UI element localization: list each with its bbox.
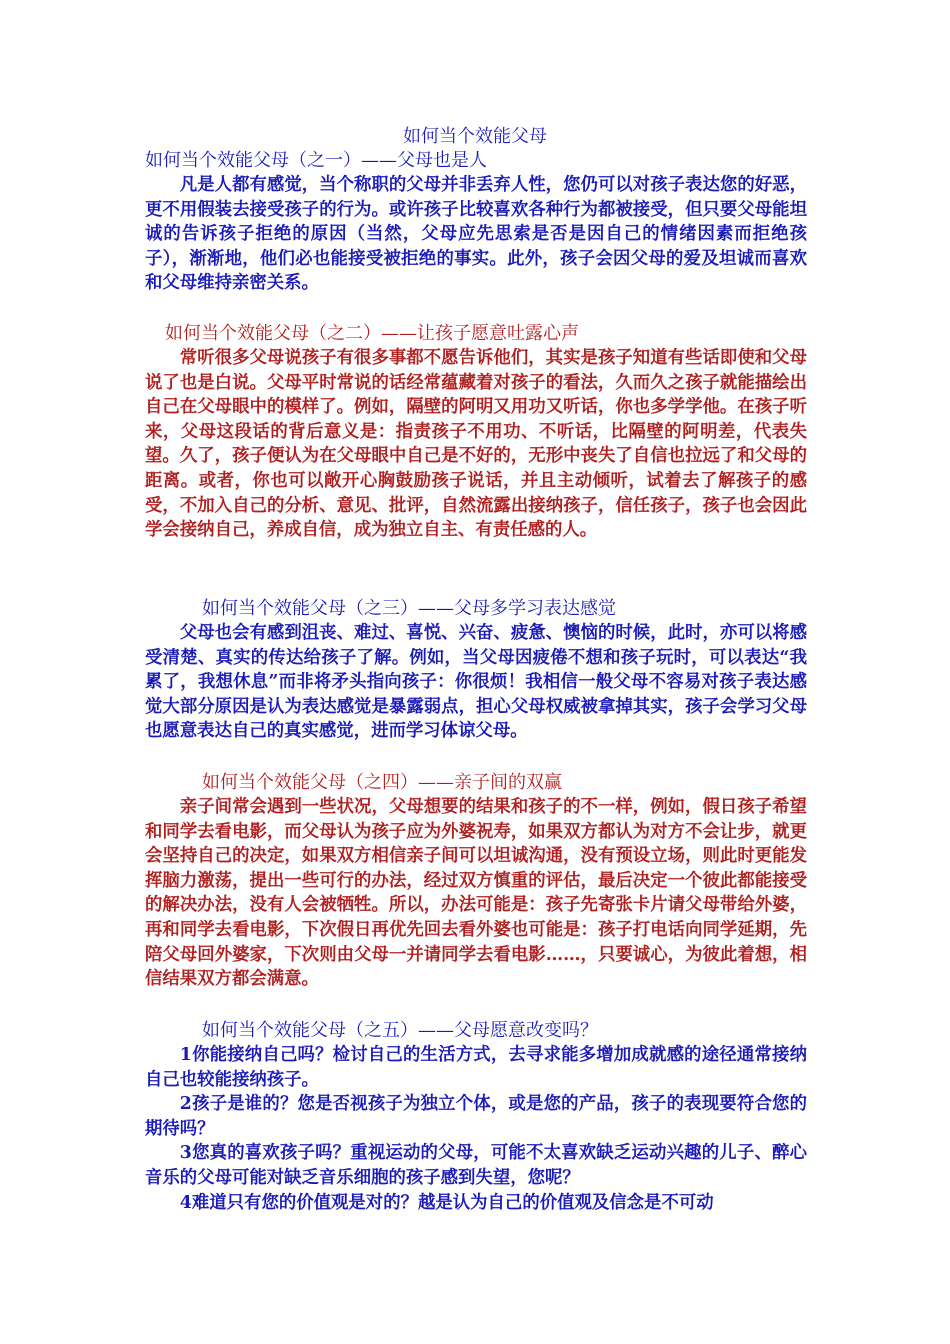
document-title: 如何当个效能父母 (403, 126, 547, 147)
section-2 (145, 321, 807, 543)
section-1-paragraph: 凡是人都有感觉，当个称职的父母并非丢弃人性，您仍可以对孩子表达您的好恶，更不用假装去接受孩子的行为。或许孩子比较喜欢各种行为都被接受，但只要父母能坦诚的告诉孩子拒绝的原因（当然，父母应先思索是否是因自己的情绪因素而拒绝孩子），渐渐地，他们必也能接受被拒绝的事实。此外，孩子会因父母的爱及坦诚而喜欢和父母维持亲密关系。 (145, 175, 807, 294)
section-5-item-2: 2孩子是谁的？您是否视孩子为独立个体，或是您的产品，孩子的表现要符合您的期待吗？ (145, 1094, 807, 1139)
section-5-item-1: 1你能接纳自己吗？检讨自己的生活方式，去寻求能多增加成就感的途径通常接纳自己也较能接纳孩子。 (145, 1045, 807, 1090)
section-5-item-3: 3您真的喜欢孩子吗？重视运动的父母，可能不太喜欢缺乏运动兴趣的儿子、醉心音乐的父母可能对缺乏音乐细胞的孩子感到失望，您呢？ (145, 1143, 807, 1188)
section-4-paragraph: 亲子间常会遇到一些状况，父母想要的结果和孩子的不一样，例如，假日孩子希望和同学去看电影，而父母认为孩子应为外婆祝寿，如果双方都认为对方不会让步，就更会坚持自己的决定，如果双方相信亲子间可以坦诚沟通，没有预设立场，则此时更能发挥脑力激荡，提出一些可行的办法，经过双方慎重的评估，最后决定一个彼此都能接受的解决办法，没有人会被牺牲。所以，办法可能是：孩子先寄张卡片请父母带给外婆，再和同学去看电影，下次假日再优先回去看外婆也可能是：孩子打电话向同学延期，先陪父母回外婆家，下次则由父母一并请同学去看电影……，只要诚心，为彼此着想，相信结果双方都会满意。 (145, 797, 807, 990)
section-2-paragraph: 常听很多父母说孩子有很多事都不愿告诉他们，其实是孩子知道有些话即使和父母说了也是白说。父母平时常说的话经常蕴藏着对孩子的看法，久而久之孩子就能描绘出自己在父母眼中的模样了。例如，隔壁的阿明又用功又听话，你也多学学他。在孩子听来，父母这段话的背后意义是：指责孩子不用功、不听话，比隔壁的阿明差，代表失望。久了，孩子便认为在父母眼中自己是不好的，无形中丧失了自信也拉远了和父母的距离。或者，你也可以敞开心胸鼓励孩子说话，并且主动倾听，试着去了解孩子的感受，不加入自己的分析、意见、批评，自然流露出接纳孩子，信任孩子，孩子也会因此学会接纳自己，养成自信，成为独立自主、有责任感的人。 (145, 348, 807, 541)
section-2-heading: 如何当个效能父母（之二）——让孩子愿意吐露心声 (165, 323, 579, 344)
section-3-heading: 如何当个效能父母（之三）——父母多学习表达感觉 (202, 598, 616, 619)
section-1 (145, 148, 807, 296)
section-1-heading: 如何当个效能父母（之一）——父母也是人 (145, 150, 487, 171)
section-5 (145, 1018, 807, 1215)
section-5-item-4: 4难道只有您的价值观是对的？越是认为自己的价值观及信念是不可动 (179, 1192, 714, 1213)
section-5-heading: 如何当个效能父母（之五）——父母愿意改变吗？ (202, 1020, 598, 1041)
section-3-paragraph: 父母也会有感到沮丧、难过、喜悦、兴奋、疲惫、懊恼的时候，此时，亦可以将感受清楚、真实的传达给孩子了解。例如，当父母因疲倦不想和孩子玩时，可以表达“我累了，我想休息”而非将矛头指向孩子：你很烦！我相信一般父母不容易对孩子表达感觉大部分原因是认为表达感觉是暴露弱点，担心父母权威被拿掉其实，孩子会学习父母也愿意表达自己的真实感觉，进而学习体谅父母。 (145, 623, 807, 742)
section-4 (145, 770, 807, 992)
section-4-heading: 如何当个效能父母（之四）——亲子间的双赢 (202, 772, 562, 793)
section-3 (145, 596, 807, 744)
